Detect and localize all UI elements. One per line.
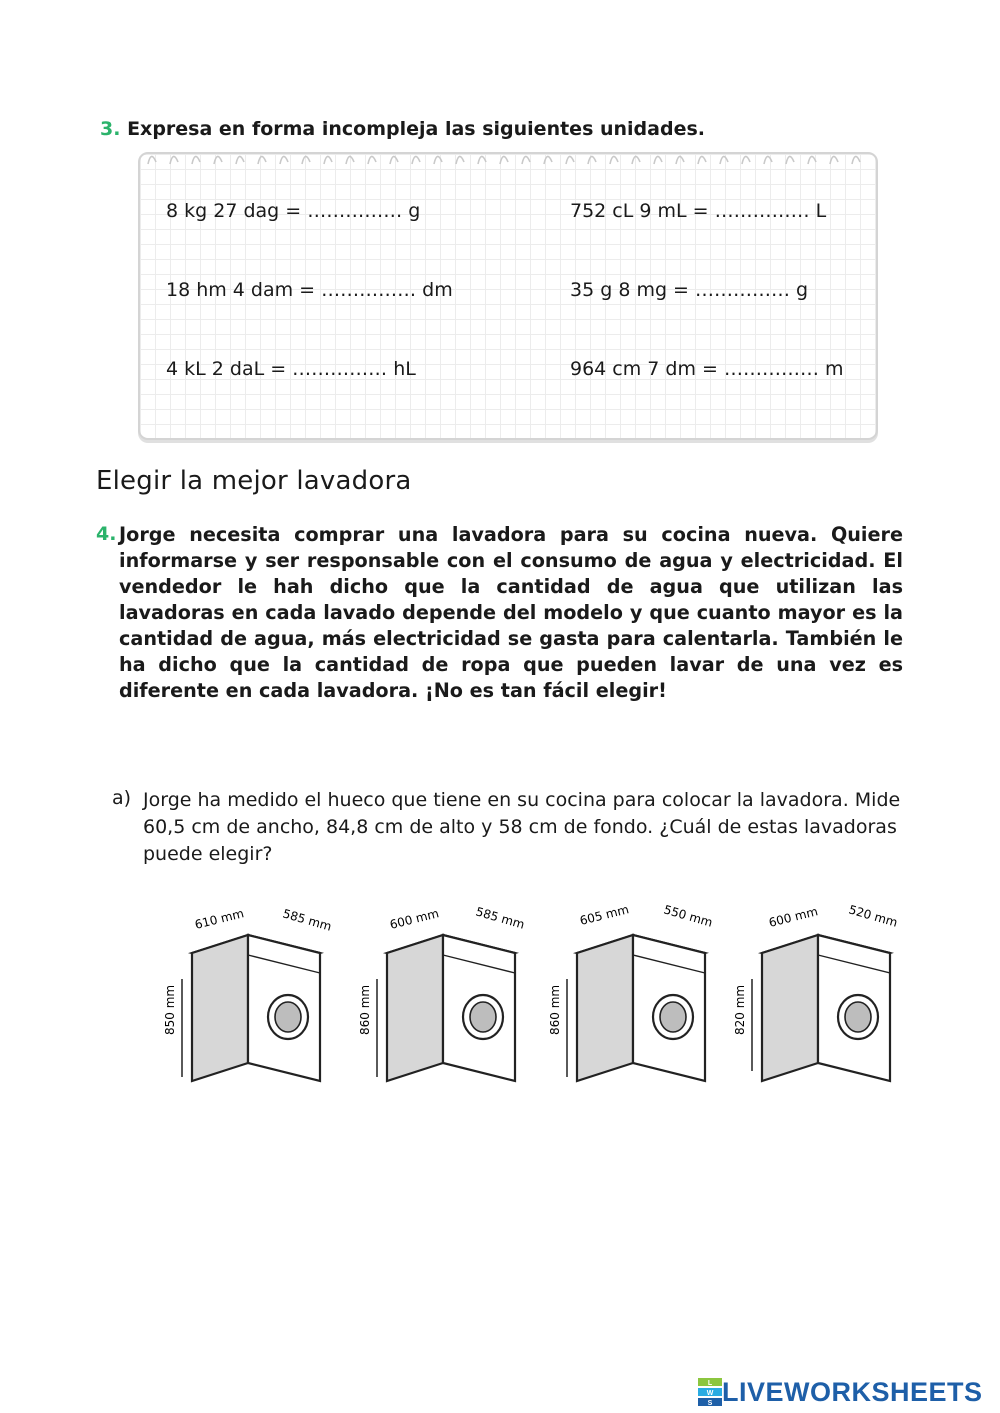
washer-width-label: 610 mm [193, 906, 246, 932]
notebook-spiral [140, 146, 876, 168]
exercise-3-number: 3. [100, 118, 121, 140]
washer-depth-label: 520 mm [847, 902, 900, 930]
question-a-text: Jorge ha medido el hueco que tiene en su cocina para colocar la lavadora. Mide 60,5 cm de ancho, 84,8 cm de alto y 58 cm de fondo. ¿Cuál de estas lavadoras puede elegir? [143, 789, 901, 865]
liveworksheets-logo-icon [698, 1378, 722, 1406]
conversion-item: 964 cm 7 dm = …………… m [570, 358, 844, 380]
washer-depth-label: 585 mm [281, 906, 334, 934]
washer-width-label: 600 mm [388, 906, 441, 932]
svg-text:W: W [706, 1390, 714, 1397]
conversion-item: 35 g 8 mg = …………… g [570, 279, 809, 301]
conversion-item: 18 hm 4 dam = …………… dm [166, 279, 453, 301]
liveworksheets-logo-text: LIVEWORKSHEETS [722, 1376, 983, 1407]
washer-depth-label: 585 mm [474, 904, 527, 932]
conversion-item: 4 kL 2 daL = …………… hL [166, 358, 416, 380]
washer-height-label: 820 mm [733, 984, 747, 1035]
washer-height-label: 860 mm [358, 984, 372, 1035]
washer-2 [358, 904, 526, 1081]
question-a-label: a) [112, 787, 132, 809]
exercise-3-title [100, 118, 705, 140]
exercise-3-instruction: Expresa en forma incompleja las siguientes unidades. [127, 118, 705, 140]
section-heading: Elegir la mejor lavadora [96, 466, 412, 496]
washer-3 [548, 902, 714, 1081]
conversion-item: 8 kg 27 dag = …………… g [166, 200, 421, 222]
liveworksheets-logo [698, 1377, 983, 1407]
washer-width-label: 605 mm [578, 902, 631, 928]
washer-height-label: 850 mm [163, 984, 177, 1035]
exercise-4-number: 4. [96, 523, 117, 545]
washer-4 [733, 902, 899, 1081]
exercise-4-text: Jorge necesita comprar una lavadora para su cocina nueva. Quiere informarse y ser responsable con el consumo de agua y electricidad. El vendedor le hah dicho que la cantidad de agua que utilizan las lavadoras en cada lavado depende del modelo y que cuanto mayor es la cantidad de agua, más electricidad se gasta para calentarla. También le ha dicho que la cantidad de ropa que pueden lavar de una vez es diferente en cada lavadora. ¡No es tan fácil elegir! [119, 523, 903, 702]
washer-1 [163, 906, 333, 1081]
washing-machines-illustration [160, 895, 900, 1095]
washer-depth-label: 550 mm [662, 902, 715, 930]
svg-text:L: L [707, 1380, 713, 1387]
svg-text:S: S [707, 1400, 713, 1406]
washer-width-label: 600 mm [767, 904, 820, 930]
washer-height-label: 860 mm [548, 984, 562, 1035]
conversion-item: 752 cL 9 mL = …………… L [570, 200, 827, 222]
